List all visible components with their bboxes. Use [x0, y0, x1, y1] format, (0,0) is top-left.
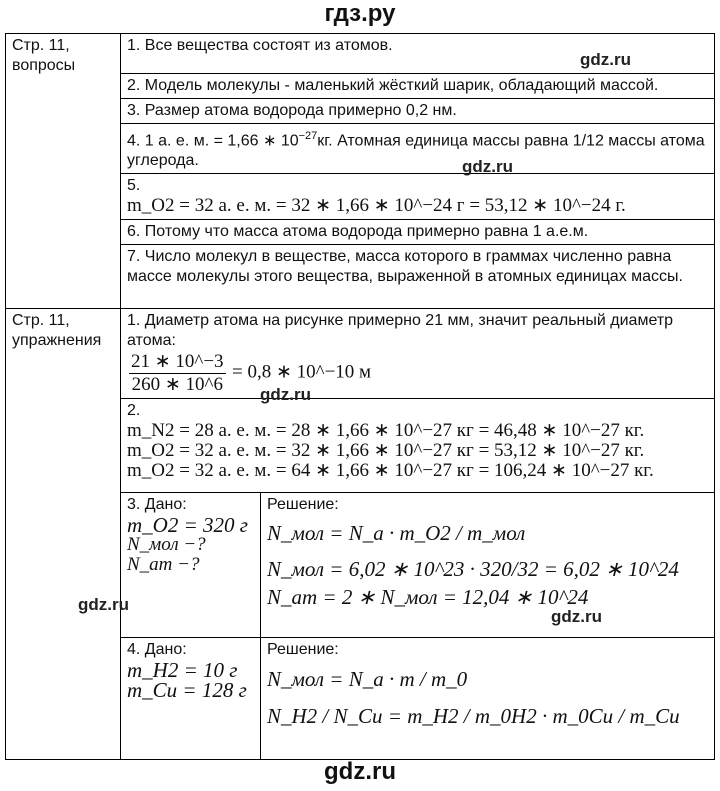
exercise-3-given-1: m_O2 = 320 г	[127, 513, 248, 538]
exercise-4-solution-2: N_H2 / N_Cu = m_H2 / m_0H2 · m_0Cu / m_Cu	[267, 704, 680, 729]
exercise-3-solution-title: Решение:	[267, 496, 339, 514]
exercise-3-given	[121, 493, 261, 638]
exercise-3-solution	[261, 493, 715, 638]
answer-7: 7. Число молекул в веществе, масса которого в граммах численно равна массе молекулы этого вещества, выраженной в атомных единицах массы.	[121, 245, 715, 309]
exercise-3-given-3: N_ат −?	[127, 554, 200, 576]
answer-5-number: 5.	[127, 177, 141, 195]
solutions-table	[5, 33, 715, 760]
exercise-1	[121, 309, 715, 399]
exercise-1-fraction	[129, 351, 226, 396]
exercise-3-solution-1: N_мол = N_a · m_O2 / m_мол	[267, 521, 526, 546]
exercise-3-given-2: N_мол −?	[127, 534, 206, 556]
watermark-4: gdz.ru	[78, 595, 129, 614]
exercise-4-given-2: m_Cu = 128 г	[127, 678, 247, 703]
answer-1: 1. Все вещества состоят из атомов.	[121, 34, 715, 74]
exercise-2	[121, 399, 715, 493]
exercise-3-solution-2: N_мол = 6,02 ∗ 10^23 · 320/32 = 6,02 ∗ 10^24	[267, 557, 679, 582]
section-label-exercises: Стр. 11, упражнения	[6, 309, 121, 760]
answer-4	[121, 124, 715, 174]
exercise-4-solution-1: N_мол = N_a · m / m_0	[267, 667, 468, 692]
exercise-2-line-3: m_O2 = 32 а. е. м. = 64 ∗ 1,66 ∗ 10^−27 кг = 106,24 ∗ 10^−27 кг.	[127, 460, 654, 482]
exercise-1-text: 1. Диаметр атома на рисунке примерно 21 мм, значит реальный диаметр атома:	[127, 312, 674, 350]
answer-5	[121, 174, 715, 220]
exercise-2-number: 2.	[127, 402, 141, 420]
watermark-1: gdz.ru	[580, 50, 631, 69]
site-header: гдз.ру	[324, 0, 396, 27]
exercise-4-solution	[261, 638, 715, 760]
exercise-3-solution-3: N_ат = 2 ∗ N_мол = 12,04 ∗ 10^24	[267, 585, 589, 610]
answer-4-suffix: кг. Атомная единица массы равна 1/12 массы атома углерода.	[127, 132, 705, 170]
exercise-1-result: = 0,8 ∗ 10^−10 м	[232, 362, 372, 384]
exercise-3-given-title: 3. Дано:	[127, 496, 187, 514]
exercise-2-line-1: m_N2 = 28 а. е. м. = 28 ∗ 1,66 ∗ 10^−27 кг = 46,48 ∗ 10^−27 кг.	[127, 420, 645, 442]
answer-4-exp: −27	[298, 130, 318, 142]
exercise-1-denominator: 260 ∗ 10^6	[131, 374, 223, 396]
exercise-4-solution-title: Решение:	[267, 641, 339, 659]
answer-6: 6. Потому что масса атома водорода примерно равна 1 а.е.м.	[121, 220, 715, 245]
section-label-questions: Стр. 11, вопросы	[6, 34, 121, 309]
watermark-3: gdz.ru	[260, 385, 311, 404]
exercise-4-given-1: m_H2 = 10 г	[127, 658, 238, 683]
watermark-5: gdz.ru	[551, 607, 602, 626]
site-footer: gdz.ru	[324, 758, 396, 785]
answer-3: 3. Размер атома водорода примерно 0,2 нм.	[121, 99, 715, 124]
exercise-1-numerator: 21 ∗ 10^−3	[131, 351, 224, 373]
answer-4-prefix: 4. 1 а. е. м. = 1,66 ∗ 10	[127, 132, 299, 150]
exercise-4-given-title: 4. Дано:	[127, 641, 187, 659]
answer-2: 2. Модель молекулы - маленький жёсткий шарик, обладающий массой.	[121, 74, 715, 99]
exercise-4-given	[121, 638, 261, 760]
exercise-2-line-2: m_O2 = 32 а. е. м. = 32 ∗ 1,66 ∗ 10^−27 кг = 53,12 ∗ 10^−27 кг.	[127, 440, 645, 462]
watermark-2: gdz.ru	[462, 157, 513, 176]
answer-5-formula: m_O2 = 32 а. е. м. = 32 ∗ 1,66 ∗ 10^−24 г = 53,12 ∗ 10^−24 г.	[127, 195, 626, 217]
